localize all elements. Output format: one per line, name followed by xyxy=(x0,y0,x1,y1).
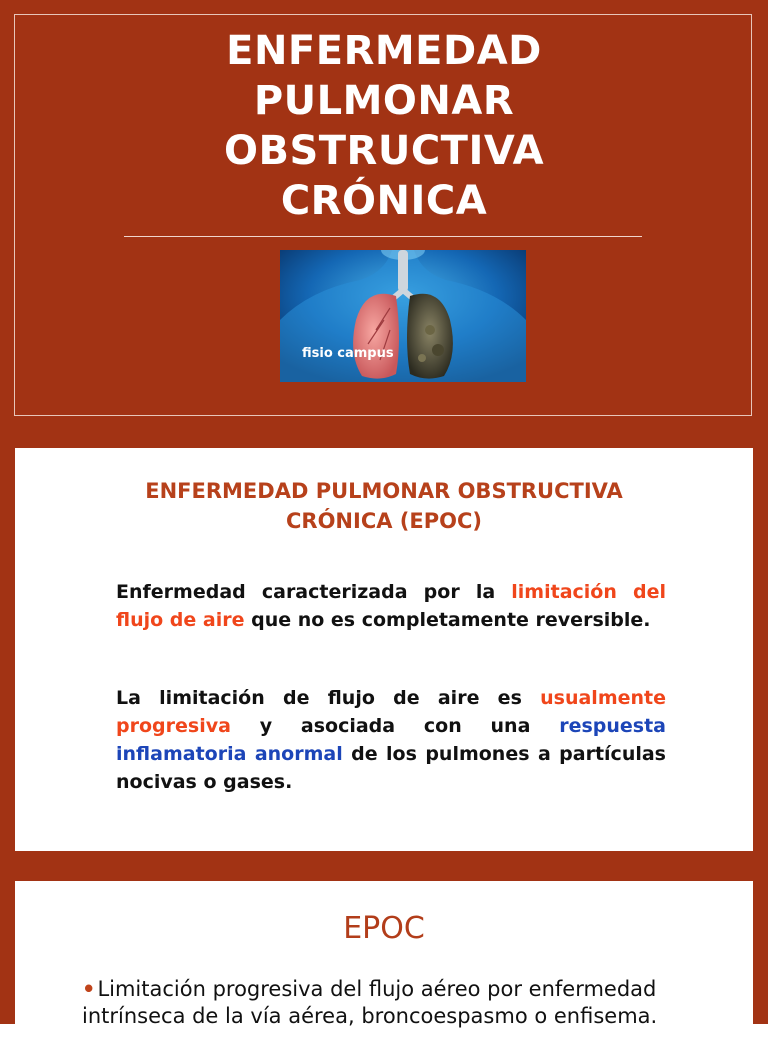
highlight-progresiva: usualmente progresiva xyxy=(116,687,666,737)
definition-text-2: que no es completamente reversible. xyxy=(244,609,651,631)
bullet-text: Limitación progresiva del flujo aéreo por enfermedad intrínseca de la vía aérea, broncoespasmo o enfisema. xyxy=(82,977,658,1028)
progression-text-2: y asociada con una xyxy=(230,715,560,737)
content-card xyxy=(15,881,753,1041)
lungs-illustration xyxy=(280,250,526,382)
epoc-title: EPOC xyxy=(343,911,425,946)
epoc-slide xyxy=(0,866,768,1028)
title-slide xyxy=(0,0,768,433)
slide-title: ENFERMEDAD PULMONAR OBSTRUCTIVA CRÓNICA xyxy=(223,28,545,224)
card-title: ENFERMEDAD PULMONAR OBSTRUCTIVA CRÓNICA (EPOC) xyxy=(145,479,623,533)
progression-paragraph xyxy=(116,684,666,796)
definition-text-1: Enfermedad caracterizada por la xyxy=(116,581,512,603)
definition-slide xyxy=(0,433,768,866)
title-divider xyxy=(124,236,642,237)
bullet-item xyxy=(82,976,702,1030)
progression-text-3: de los pulmones a partículas nocivas o gases. xyxy=(116,743,666,793)
definition-paragraph xyxy=(116,578,666,634)
fisio-campus-logo: fisio campus xyxy=(302,346,394,361)
bullet-icon: • xyxy=(82,977,96,1001)
highlight-inflamatoria: respuesta inflamatoria anormal xyxy=(116,715,666,765)
progression-text-1: La limitación de flujo de aire es xyxy=(116,687,541,709)
highlight-limitacion: limitación del flujo de aire xyxy=(116,581,666,631)
content-card xyxy=(15,448,753,851)
